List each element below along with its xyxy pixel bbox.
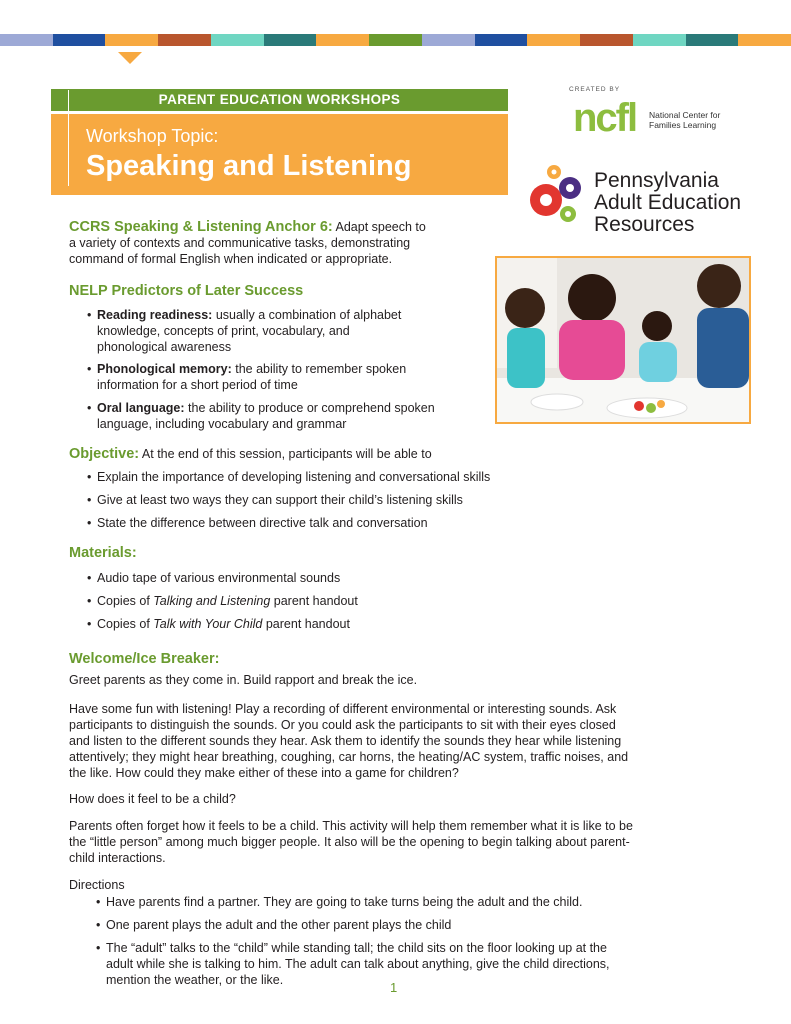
- objective-item-text: Explain the importance of developing listening and conversational skills: [97, 470, 491, 484]
- family-photo-illustration: [497, 258, 749, 422]
- stripe-segment: [422, 34, 475, 46]
- stripe-segment: [158, 34, 211, 46]
- text-line: attentively; they might hear breathing, coughing, car horns, the heating/AC system, traffic noises, and: [69, 750, 629, 764]
- stripe-segment: [738, 34, 791, 46]
- ncfl-name-line1: National Center for: [649, 110, 721, 120]
- orange-triangle-marker: [118, 52, 142, 64]
- objective-heading: Objective:: [69, 446, 140, 462]
- ccrs-anchor: [69, 219, 479, 267]
- pa-logo-text: [594, 170, 741, 236]
- text-line: Parents often forget how it feels to be a child. This activity will help them remember what it is like to be: [69, 819, 633, 833]
- welcome-p4: [69, 818, 759, 866]
- ncfl-name-line2: Families Learning: [649, 120, 717, 130]
- stripe-segment: [686, 34, 739, 46]
- stripe-segment: [633, 34, 686, 46]
- stripe-segment: [369, 34, 422, 46]
- page-number: 1: [390, 980, 398, 995]
- page-title: Speaking and Listening: [86, 150, 412, 182]
- directions-item-text: Have parents find a partner. They are going to take turns being the adult and the child.: [106, 895, 583, 909]
- nelp-term-2: Phonological memory:: [97, 362, 232, 376]
- directions-label: Directions: [69, 878, 125, 892]
- text-line: and listen to the different sounds they hear. Ask them to identify the sounds they hear while listening: [69, 734, 622, 748]
- objective-item-text: State the difference between directive talk and conversation: [97, 516, 428, 530]
- banner-divider: [68, 90, 69, 186]
- materials-item-suffix: parent handout: [262, 617, 350, 631]
- ccrs-text-2: a variety of contexts and communicative tasks, demonstrating: [69, 236, 411, 250]
- materials-item-prefix: Copies of: [97, 617, 154, 631]
- materials-item-text: [97, 616, 350, 632]
- stripe-segment: [475, 34, 528, 46]
- stripe-segment: [316, 34, 369, 46]
- pa-logo-line2: Adult Education: [594, 191, 742, 214]
- welcome-p3: How does it feel to be a child?: [69, 792, 236, 806]
- text-line: Have some fun with listening! Play a recording of different environmental or interesting sounds. Ask: [69, 702, 617, 716]
- welcome-p1: Greet parents as they come in. Build rapport and break the ice.: [69, 673, 418, 687]
- objective-item-text: Give at least two ways they can support their child’s listening skills: [97, 493, 463, 507]
- nelp-def-1b: knowledge, concepts of print, vocabulary, and: [97, 324, 350, 338]
- pa-logo-line3: Resources: [594, 213, 695, 236]
- nelp-def-2a: the ability to remember spoken: [235, 362, 407, 376]
- stripe-segment: [527, 34, 580, 46]
- gears-icon: [524, 162, 594, 232]
- stripe-segment: [53, 34, 106, 46]
- nelp-def-3b: language, including vocabulary and grammar: [97, 417, 347, 431]
- handout-title: Talking and Listening: [153, 594, 271, 608]
- text-line: mention the weather, or the like.: [106, 973, 284, 987]
- welcome-heading: Welcome/Ice Breaker:: [69, 651, 220, 667]
- materials-item-prefix: Copies of: [97, 594, 154, 608]
- text-line: participants to distinguish the sounds. Or you could ask the participants to sit with their eyes closed: [69, 718, 616, 732]
- ncfl-mark: ncfl: [573, 96, 637, 140]
- family-dinner-photo: [495, 256, 751, 424]
- topic-label: Workshop Topic:: [86, 126, 219, 146]
- stripe-segment: [580, 34, 633, 46]
- stripe-segment: [105, 34, 158, 46]
- text-line: The “adult” talks to the “child” while standing tall; the child sits on the floor looking up at the: [106, 941, 607, 955]
- ccrs-text-3: command of formal English when indicated or appropriate.: [69, 252, 393, 266]
- materials-item-suffix: parent handout: [270, 594, 358, 608]
- topic-banner: [51, 114, 508, 195]
- nelp-def-1a: usually a combination of alphabet: [215, 308, 402, 322]
- materials-item-text: Audio tape of various environmental sounds: [97, 571, 341, 585]
- ncfl-logo: [565, 86, 735, 146]
- handout-title: Talk with Your Child: [153, 617, 263, 631]
- nelp-def-3a: the ability to produce or comprehend spoken: [188, 401, 435, 415]
- ccrs-heading: CCRS Speaking & Listening Anchor 6:: [69, 219, 333, 235]
- stripe-segment: [264, 34, 317, 46]
- nelp-term-1: Reading readiness:: [97, 308, 213, 322]
- workshop-series-band: PARENT EDUCATION WORKSHOPS: [51, 89, 508, 111]
- stripe-segment: [0, 34, 53, 46]
- nelp-term-3: Oral language:: [97, 401, 185, 415]
- objective: [69, 446, 669, 462]
- directions-item-text: One parent plays the adult and the other parent plays the child: [106, 918, 452, 932]
- text-line: child interactions.: [69, 851, 166, 865]
- pa-adult-education-logo: [524, 162, 774, 237]
- nelp-def-2b: information for a short period of time: [97, 378, 298, 392]
- pa-logo-line1: Pennsylvania: [594, 169, 719, 192]
- text-line: the like. How could they make either of these into a game for children?: [69, 766, 459, 780]
- materials-heading: Materials:: [69, 545, 137, 561]
- ncfl-name: [649, 110, 739, 130]
- text-line: the “little person” among much bigger people. It also will be the opening to begin talking about parent-: [69, 835, 630, 849]
- objective-intro: At the end of this session, participants will be able to: [141, 447, 432, 461]
- nelp-def-1c: phonological awareness: [97, 340, 232, 354]
- ccrs-text-1: Adapt speech to: [335, 220, 426, 234]
- welcome-p2: [69, 701, 759, 781]
- color-stripe: [0, 34, 791, 46]
- stripe-segment: [211, 34, 264, 46]
- nelp-heading: NELP Predictors of Later Success: [69, 283, 304, 299]
- text-line: adult while she is talking to him. The adult can talk about anything, give the child directions,: [106, 957, 610, 971]
- materials-item-text: [97, 593, 358, 609]
- created-by-label: CREATED BY: [569, 86, 621, 93]
